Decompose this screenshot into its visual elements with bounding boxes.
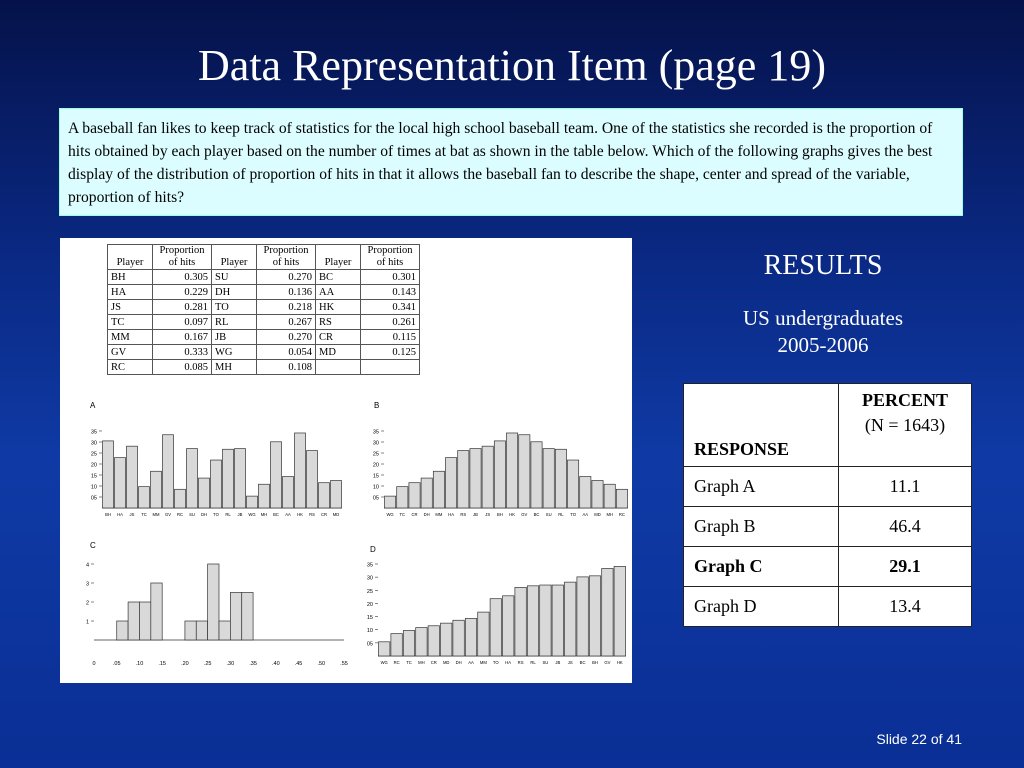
bar <box>115 458 126 508</box>
x-tick-label: AA <box>582 512 589 517</box>
x-tick-label: MH <box>418 660 425 665</box>
bar <box>527 586 538 656</box>
x-tick-label: TO <box>492 660 499 665</box>
table-cell: 0.305 <box>153 270 212 285</box>
y-tick-label: 10 <box>366 628 373 635</box>
x-tick-label: TO <box>213 512 219 517</box>
x-tick-label: MD <box>442 660 450 665</box>
bar <box>470 449 481 508</box>
results-subtitle-line1: US undergraduates <box>743 306 903 330</box>
histogram-bar <box>128 602 139 640</box>
table-cell: 0.218 <box>257 300 316 315</box>
table-cell: 0.270 <box>257 330 316 345</box>
col-player-1: Player <box>108 245 153 270</box>
x-tick-label: .15 <box>158 661 167 667</box>
panel-label-d: D <box>370 545 376 554</box>
bar <box>409 483 420 508</box>
results-table <box>683 383 972 627</box>
y-tick-label: 30 <box>372 440 379 447</box>
x-tick-label: SU <box>542 660 549 665</box>
x-tick-label: RL <box>530 660 536 665</box>
y-tick-label: 05 <box>366 641 373 648</box>
panel-label-c: C <box>90 541 96 550</box>
bar <box>247 496 258 508</box>
bar <box>403 631 414 656</box>
bar <box>616 489 627 508</box>
bar <box>391 634 402 656</box>
table-cell: 0.333 <box>153 345 212 360</box>
bar <box>490 599 501 656</box>
x-tick-label: JS <box>485 512 491 517</box>
bar <box>543 449 554 508</box>
bar <box>446 458 457 508</box>
x-tick-label: GV <box>604 660 611 665</box>
x-tick-label: MM <box>152 512 160 517</box>
col-prop-2: Proportion of hits <box>257 245 316 270</box>
table-cell: AA <box>316 285 361 300</box>
table-cell: BC <box>316 270 361 285</box>
bar <box>199 478 210 508</box>
table-cell: TC <box>108 315 153 330</box>
table-cell: 0.115 <box>361 330 420 345</box>
histogram-bar <box>219 621 230 640</box>
table-cell: 0.301 <box>361 270 420 285</box>
response-label: Graph A <box>684 467 839 507</box>
histogram-bar <box>242 593 253 641</box>
x-tick-label: GV <box>521 512 528 517</box>
bar <box>397 487 408 508</box>
table-cell: HK <box>316 300 361 315</box>
table-cell: DH <box>212 285 257 300</box>
y-tick-label: 15 <box>90 473 97 480</box>
slide-title: Data Representation Item (page 19) <box>198 41 826 90</box>
bar <box>577 577 588 656</box>
y-tick-label: 15 <box>366 615 373 622</box>
col-prop-1: Proportion of hits <box>153 245 212 270</box>
table-cell: 0.054 <box>257 345 316 360</box>
x-tick-label: MD <box>594 512 601 517</box>
table-cell: 0.281 <box>153 300 212 315</box>
x-tick-label: RL <box>225 512 231 517</box>
response-percent: 13.4 <box>839 587 972 627</box>
y-tick-label: 15 <box>372 473 379 480</box>
bar <box>416 628 427 656</box>
bar <box>211 460 222 508</box>
results-row <box>684 467 972 507</box>
table-cell: 0.229 <box>153 285 212 300</box>
y-tick-label: 3 <box>85 581 89 588</box>
x-tick-label: DH <box>423 512 430 517</box>
bar <box>283 477 294 508</box>
x-tick-label: WG <box>386 512 394 517</box>
table-cell: 0.167 <box>153 330 212 345</box>
panel-label-b: B <box>374 401 380 410</box>
x-tick-label: DH <box>200 512 208 517</box>
bar <box>379 642 390 656</box>
y-tick-label: 20 <box>366 601 373 608</box>
table-cell: MD <box>316 345 361 360</box>
x-tick-label: MM <box>479 660 487 665</box>
panel-label-a: A <box>90 401 96 410</box>
x-tick-label: CR <box>411 512 418 517</box>
y-tick-label: 25 <box>90 451 97 458</box>
y-tick-label: 4 <box>85 562 89 569</box>
col-player-2: Player <box>212 245 257 270</box>
x-tick-label: .20 <box>181 661 189 667</box>
x-tick-label: .50 <box>317 661 326 667</box>
slide-number: Slide 22 of 41 <box>876 731 962 747</box>
x-tick-label: HA <box>448 512 455 517</box>
x-tick-label: HA <box>117 512 123 517</box>
bar <box>433 471 444 508</box>
percent-header <box>839 384 972 467</box>
y-tick-label: 30 <box>90 440 97 447</box>
col-prop-3: Proportion of hits <box>361 245 420 270</box>
y-tick-label: 35 <box>372 429 379 436</box>
bar <box>555 449 566 508</box>
x-tick-label: MH <box>606 512 613 517</box>
x-tick-label: MH <box>260 512 268 517</box>
table-cell: 0.125 <box>361 345 420 360</box>
table-cell: JS <box>108 300 153 315</box>
histogram-bar <box>230 593 241 641</box>
x-tick-label: .40 <box>271 661 280 667</box>
graphs-svg <box>60 238 632 683</box>
table-cell: RC <box>108 360 153 375</box>
y-tick-label: 20 <box>372 462 379 469</box>
x-tick-label: .55 <box>340 661 348 667</box>
bar <box>565 582 576 656</box>
x-tick-label: JB <box>555 660 561 665</box>
table-cell: CR <box>316 330 361 345</box>
bar <box>503 596 514 656</box>
bar <box>151 471 162 508</box>
x-tick-label: RC <box>618 512 625 517</box>
bar <box>385 496 396 508</box>
bar <box>163 435 174 508</box>
x-tick-label: .45 <box>294 661 303 667</box>
question-box: A baseball fan likes to keep track of statistics for the local high school baseball team. One of the statistics she recorded is the proportion of hits obtained by each player based on the number of times at bat as shown in the table below. Which of the following graphs gives the best display of the distribution of proportion of hits in that it allows the baseball fan to describe the shape, center and spread of the variable, proportion of hits? <box>59 108 963 216</box>
x-tick-label: RC <box>176 512 184 517</box>
x-tick-label: WG <box>380 660 388 665</box>
y-tick-label: 05 <box>372 495 379 502</box>
bar <box>519 435 530 508</box>
histogram-bar <box>117 621 128 640</box>
x-tick-label: CR <box>430 660 437 665</box>
bar <box>421 478 432 508</box>
graphs-figure <box>60 238 632 683</box>
table-cell: TO <box>212 300 257 315</box>
bar <box>458 451 469 508</box>
bar <box>175 489 186 508</box>
table-cell: JB <box>212 330 257 345</box>
y-tick-label: 2 <box>85 600 89 607</box>
bar <box>271 442 282 508</box>
table-cell: WG <box>212 345 257 360</box>
results-header-row <box>684 384 972 467</box>
bar <box>589 576 600 656</box>
bar <box>139 487 150 508</box>
x-tick-label: RS <box>460 512 467 517</box>
bar <box>482 446 493 508</box>
x-tick-label: TC <box>406 660 412 665</box>
x-tick-label: .25 <box>203 661 212 667</box>
histogram-bar <box>185 621 196 640</box>
bar <box>453 620 464 656</box>
table-cell: 0.261 <box>361 315 420 330</box>
y-tick-label: 10 <box>90 484 97 491</box>
response-percent: 11.1 <box>839 467 972 507</box>
x-tick-label: WG <box>248 512 256 517</box>
table-cell: 0.341 <box>361 300 420 315</box>
x-tick-label: 0 <box>92 661 96 667</box>
x-tick-label: SU <box>545 512 552 517</box>
x-tick-label: MD <box>332 512 340 517</box>
bar <box>478 612 489 656</box>
x-tick-label: RS <box>517 660 524 665</box>
results-row <box>684 587 972 627</box>
table-cell: 0.097 <box>153 315 212 330</box>
y-tick-label: 05 <box>90 495 97 502</box>
bar <box>235 449 246 508</box>
y-tick-label: 25 <box>372 451 379 458</box>
x-tick-label: TO <box>570 512 576 517</box>
bar <box>441 623 452 656</box>
x-tick-label: RS <box>309 512 315 517</box>
x-tick-label: HK <box>616 660 623 665</box>
table-cell: BH <box>108 270 153 285</box>
bar <box>515 587 526 656</box>
histogram-bar <box>139 602 150 640</box>
table-cell: RL <box>212 315 257 330</box>
bar <box>568 460 579 508</box>
bar <box>465 618 476 656</box>
x-tick-label: AA <box>468 660 474 665</box>
bar <box>223 449 234 508</box>
y-tick-label: 35 <box>90 429 97 436</box>
table-cell: 0.143 <box>361 285 420 300</box>
bar <box>127 446 138 508</box>
bar <box>602 568 613 656</box>
x-tick-label: .10 <box>135 661 144 667</box>
x-tick-label: BC <box>273 512 279 517</box>
table-cell: SU <box>212 270 257 285</box>
x-tick-label: HK <box>509 512 516 517</box>
x-tick-label: BH <box>592 660 598 665</box>
y-tick-label: 20 <box>90 462 97 469</box>
bar <box>604 484 615 508</box>
table-cell: 0.270 <box>257 270 316 285</box>
percent-header-n: (N = 1643) <box>864 415 946 435</box>
table-cell: 0.085 <box>153 360 212 375</box>
table-cell: 0.108 <box>257 360 316 375</box>
results-subtitle-line2: 2005-2006 <box>777 333 869 357</box>
bar <box>494 441 505 508</box>
x-tick-label: SU <box>189 512 195 517</box>
histogram-bar <box>196 621 207 640</box>
x-tick-label: BC <box>533 512 540 517</box>
x-tick-label: JS <box>129 512 135 517</box>
response-header: RESPONSE <box>684 384 839 467</box>
x-tick-label: BH <box>496 512 503 517</box>
table-cell: 0.267 <box>257 315 316 330</box>
histogram-bar <box>208 564 219 640</box>
bar <box>580 477 591 508</box>
response-percent: 46.4 <box>839 507 972 547</box>
table-cell: MM <box>108 330 153 345</box>
y-tick-label: 35 <box>366 562 373 569</box>
bar <box>552 585 563 656</box>
bar <box>540 585 551 656</box>
x-tick-label: JS <box>567 660 573 665</box>
x-tick-label: .05 <box>112 661 121 667</box>
histogram-bar <box>151 583 162 640</box>
response-percent: 29.1 <box>839 547 972 587</box>
results-row <box>684 507 972 547</box>
bar <box>307 451 318 508</box>
results-subtitle <box>700 305 946 359</box>
y-tick-label: 25 <box>366 588 373 595</box>
x-tick-label: HA <box>505 660 512 665</box>
bar <box>531 442 542 508</box>
x-tick-label: JB <box>237 512 243 517</box>
y-tick-label: 1 <box>85 619 89 626</box>
results-row-highlight <box>684 547 972 587</box>
x-tick-label: BH <box>105 512 111 517</box>
bar <box>614 566 625 656</box>
x-tick-label: TC <box>399 512 406 517</box>
table-cell: MH <box>212 360 257 375</box>
bar <box>428 626 439 656</box>
table-cell: GV <box>108 345 153 360</box>
x-tick-label: AA <box>285 512 291 517</box>
bar <box>295 433 306 508</box>
bar <box>259 484 270 508</box>
table-cell: HA <box>108 285 153 300</box>
x-tick-label: .30 <box>226 661 235 667</box>
x-tick-label: BC <box>579 660 586 665</box>
bar <box>331 481 342 509</box>
x-tick-label: .35 <box>249 661 257 667</box>
bar <box>319 483 330 508</box>
col-player-3: Player <box>316 245 361 270</box>
percent-header-label: PERCENT <box>861 390 948 410</box>
y-tick-label: 30 <box>366 575 373 582</box>
x-tick-label: CR <box>320 512 328 517</box>
bar <box>187 449 198 508</box>
y-tick-label: 10 <box>372 484 379 491</box>
x-tick-label: JB <box>473 512 478 517</box>
x-tick-label: HK <box>297 512 303 517</box>
table-cell: 0.136 <box>257 285 316 300</box>
response-label: Graph B <box>684 507 839 547</box>
bar <box>507 433 518 508</box>
x-tick-label: MM <box>435 512 443 517</box>
x-tick-label: DH <box>455 660 462 665</box>
x-tick-label: GV <box>164 512 172 517</box>
table-cell: RS <box>316 315 361 330</box>
response-label: Graph D <box>684 587 839 627</box>
x-tick-label: RL <box>558 512 564 517</box>
bar <box>592 481 603 509</box>
results-title: RESULTS <box>763 250 883 281</box>
x-tick-label: TC <box>141 512 147 517</box>
x-tick-label: RC <box>393 660 400 665</box>
bar <box>103 441 114 508</box>
response-label: Graph C <box>684 547 839 587</box>
